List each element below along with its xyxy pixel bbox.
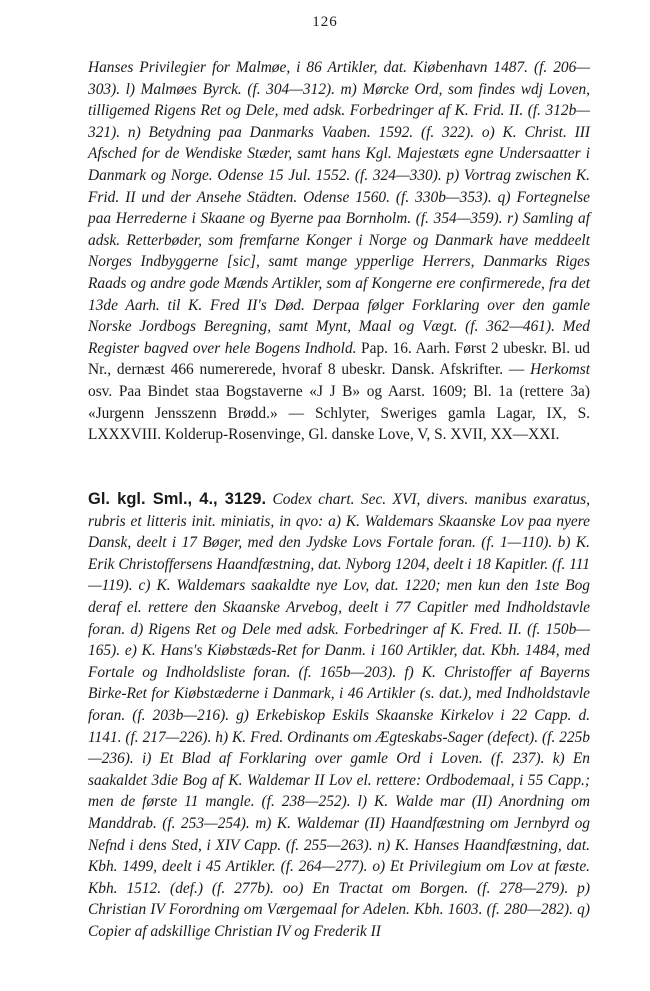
- shelfmark-heading: Gl. kgl. Sml., 4., 3129.: [88, 490, 267, 508]
- entry-provenance: osv. Paa Bindet staa Bogstaverne «J J B» og Aarst. 1609; Bl. 1a (rettere 3a) «Jurgenn Jensszenn Brødd.» — Schlyter, Sweriges gamla Lagar, IX, S. LXXXVIII. Kolderup-Rosenvinge, Gl. danske Love, V, S. XVII, XX—XXI.: [88, 382, 590, 444]
- entry-description: Pap. 16. Aarh. Først 2 ubeskr. Bl. ud Nr., dernæst 466 numererede, hvoraf 8 ubeskr. Dansk. Afskrifter. —: [88, 339, 590, 379]
- entry-contents-italic: Codex chart. Sec. XVI, divers. manibus exaratus, rubris et litteris init. miniatis, in qvo: a) K. Waldemars Skaanske Lov paa nyere Dansk, deelt i 17 Bøger, med den Jydske Lovs Fortale foran. (f. 1—110). b) K. Erik Christoffersens Haandfæstning, dat. Nyborg 1204, deelt i 18 Kapitler. (f. 111—119). c) K. Waldemars saakaldte nye Lov, dat. 1220; men kun den 1ste Bog deraf el. rettere den Skaanske Arvebog, deelt i 77 Capitler med Indholdstavle foran. d) Rigens Ret og Dele med adsk. Forbedringer af K. Fred. II. (f. 150b—165). e) K. Hans's Kiøbstæds-Ret for Danm. i 160 Artikler, dat. Kbh. 1484, med Fortale og Indholdsliste foran. (f. 165b—203). f) K. Christoffer af Bayerns Birke-Ret for Kiøbstæderne i Danmark, i 46 Artikler (s. dat.), med Indholdstavle foran. (f. 203b—216). g) Erkebiskop Eskils Skaanske Kirkelov i 22 Capp. d. 1141. (f. 217—226). h) K. Fred. Ordinants om Ægteskabs-Sager (defect). (f. 225b—236). i) Et Blad af Forklaring over gamle Ord i Loven. (f. 237). k) En saakaldet 3die Bog af K. Waldemar II Lov el. rettere: Ordbodemaal, i 55 Capp.; men de første 11 mangle. (f. 238—252). l) K. Walde mar (II) Anordning om Manddrab. (f. 253—254). m) K. Waldemar (II) Haandfæstning om Jernbyrd og Nefnd i dens Sted, i XIV Capp. (f. 255—263). n) K. Hanses Haandfæstning, dat. Kbh. 1499, deelt i 45 Artikler. (f. 264—277). o) Et Privilegium om Lov at fæste. Kbh. 1512. (def.) (f. 277b). oo) En Tractat om Borgen. (f. 278—279). p) Christian IV Forordning om Værgemaal for Adelen. Kbh. 1603. (f. 280—282). q) Copier af adskillige Christian IV og Frederik II: [88, 491, 590, 940]
- catalogue-entry-continued: [88, 57, 590, 446]
- provenance-label: Herkomst: [530, 361, 590, 379]
- entry-contents-italic: Hanses Privilegier for Malmøe, i 86 Artikler, dat. Kiøbenhavn 1487. (f. 206—303). l) Malmøes Byrck. (f. 304—312). m) Mørcke Ord, som findes wdj Loven, tilligemed Rigens Ret og Dele, med adsk. Forbedringer af K. Frid. II. (f. 312b—321). n) Betydning paa Danmarks Vaaben. 1592. (f. 322). o) K. Christ. III Afsched for de Wendiske Stæder, samt hans Kgl. Majestæts egne Undersaatter i Danmark og Norge. Odense 15 Jul. 1552. (f. 324—330). p) Vortrag zwischen K. Frid. II und der Ansehe Städten. Odense 1560. (f. 330b—353). q) Fortegnelse paa Herrederne i Skaane og Byerne paa Bornholm. (f. 354—359). r) Samling af adsk. Retterbøder, som fremfarne Konger i Norge og Danmark have meddeelt Norges Indbyggerne [sic], samt mange ypperlige Herrers, Danmarks Riges Raads og andre gode Mænds Artikler, som af Kongerne ere confirmerede, fra det 13de Aarh. til K. Fred II's Død. Derpaa følger Forklaring over den gamle Norske Jordbogs Beregning, samt Mynt, Maal og Vægt. (f. 362—461). Med Register bagved over hele Bogens Indhold.: [88, 59, 590, 357]
- page-number: 126: [312, 14, 338, 30]
- catalogue-entry-3129: [88, 489, 590, 942]
